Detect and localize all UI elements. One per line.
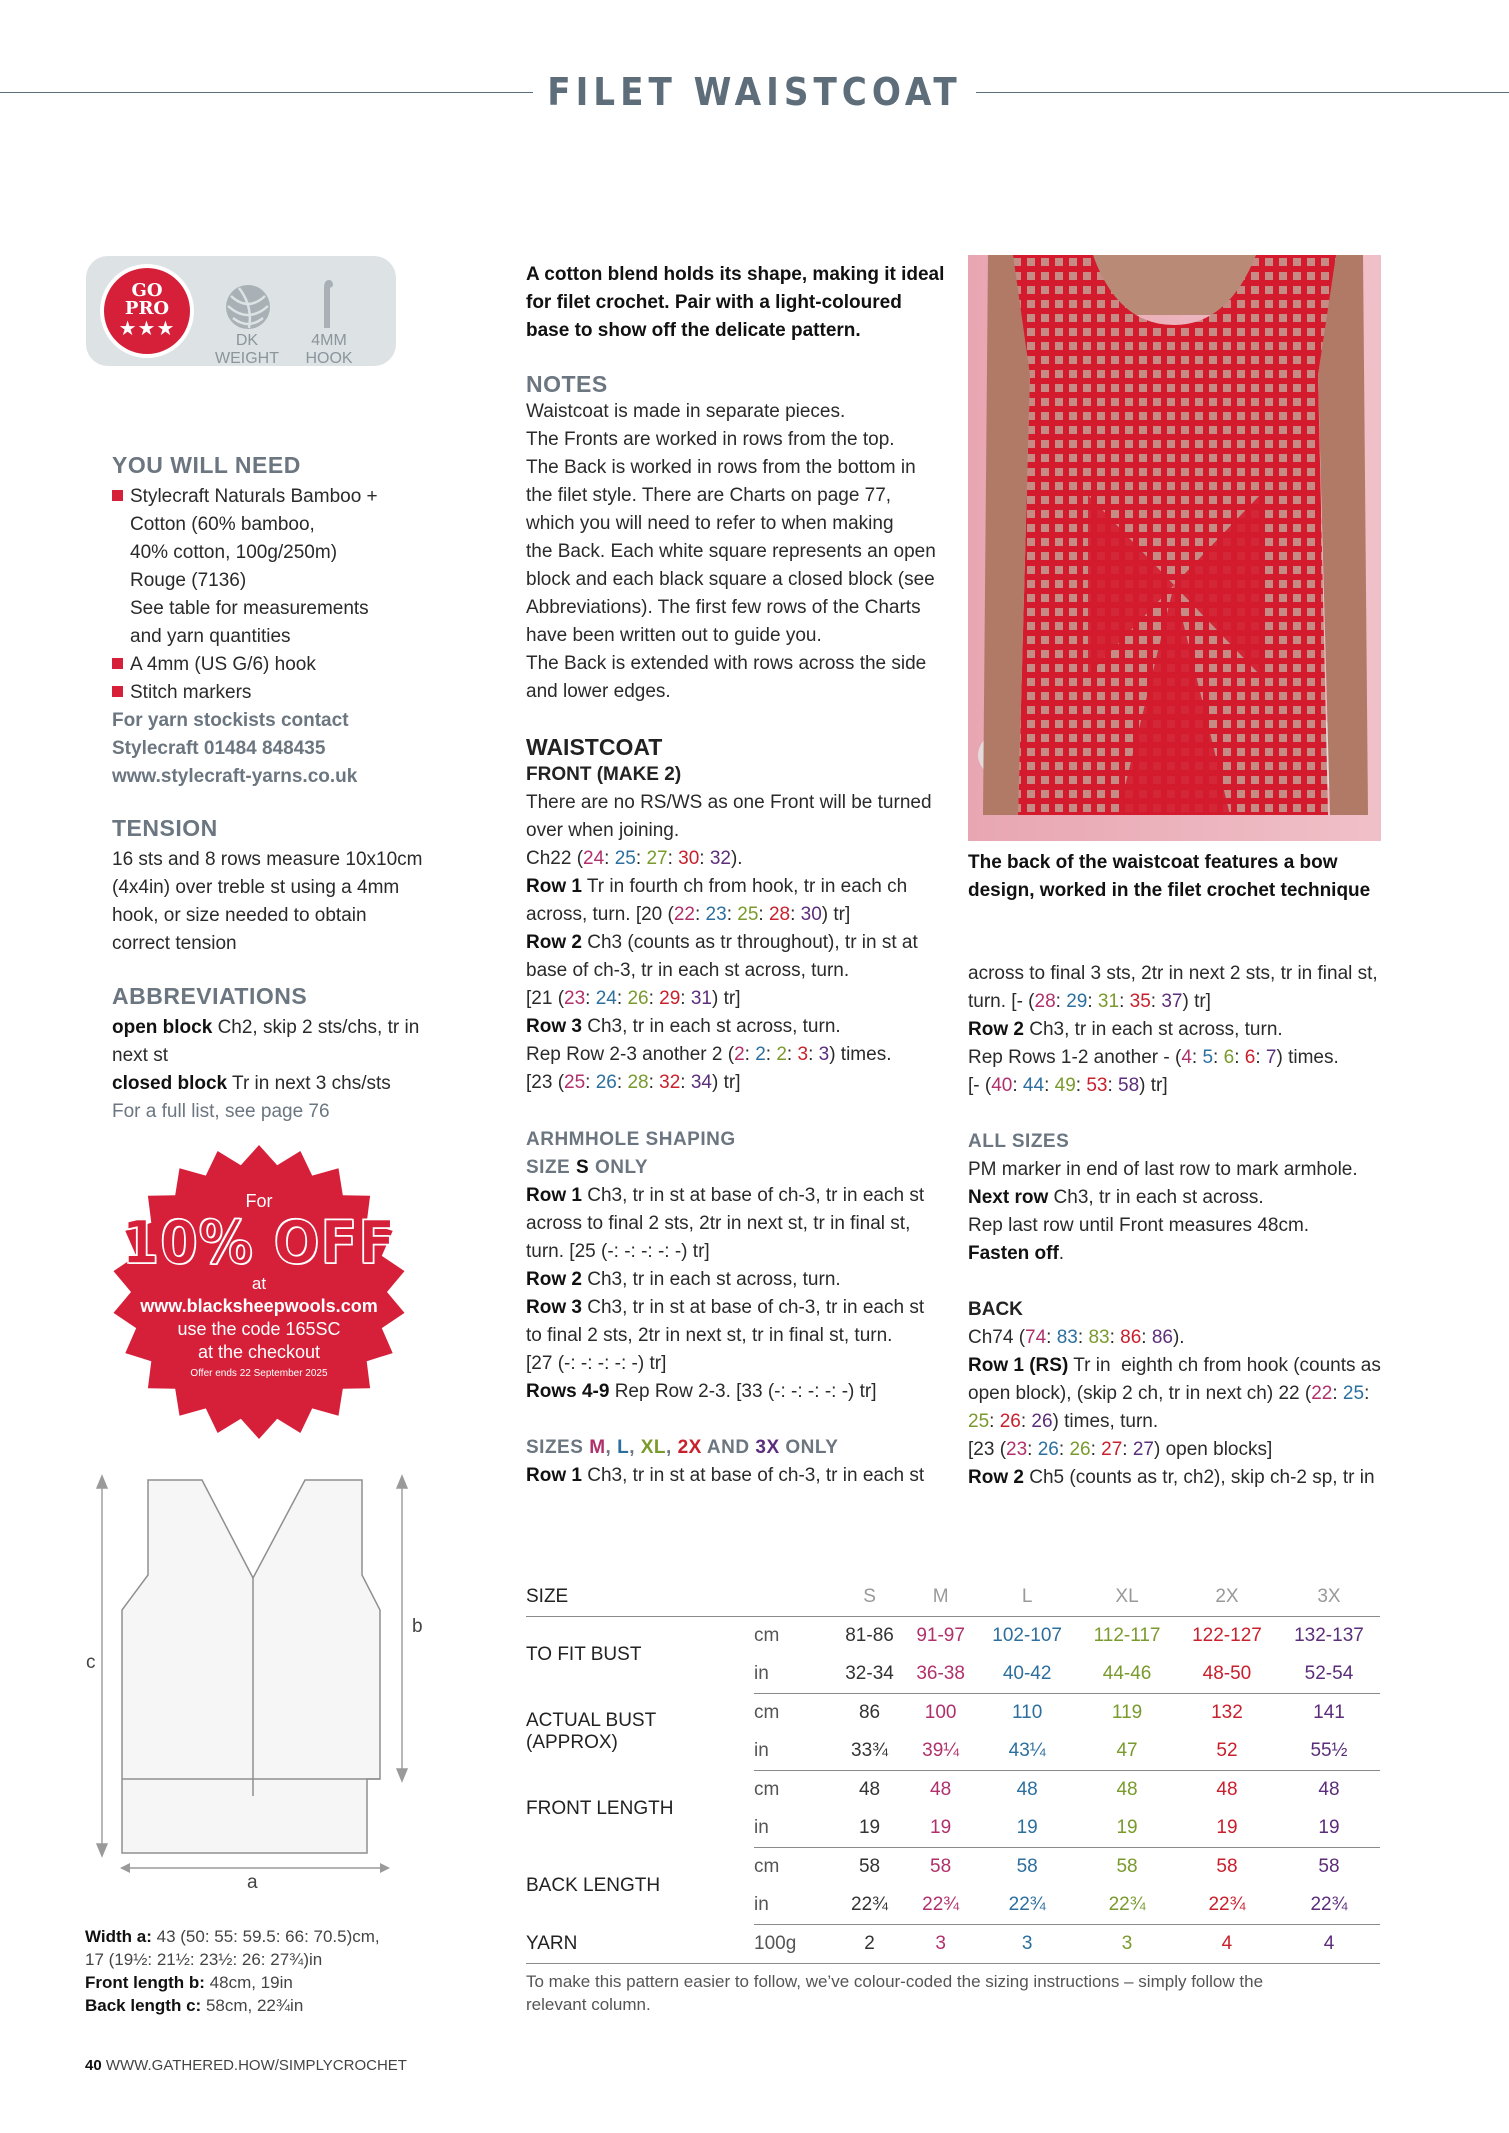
badge-line1: GO — [131, 280, 163, 301]
waistcoat-diagram — [80, 1470, 440, 1870]
promo-site[interactable]: www.blacksheepwools.com — [140, 1296, 378, 1316]
size-table — [526, 1578, 1380, 1964]
notes-heading: NOTES — [526, 371, 608, 397]
waistcoat-section — [526, 734, 966, 1097]
sizes-row1-cont: across to final 3 sts, 2tr in next 2 sts, tr in final st, — [968, 963, 1378, 984]
size-header-label: SIZE — [526, 1578, 754, 1617]
you-will-need-section — [112, 452, 452, 791]
caption-line: The back of the waistcoat features a bow — [968, 852, 1338, 873]
front-row1: Row 1 Tr in fourth ch from hook, tr in each ch — [526, 876, 908, 897]
star-rating: ★★★ — [118, 318, 176, 340]
need-item: A 4mm (US G/6) hook — [112, 651, 452, 679]
page-title: FILET WAISTCOAT — [0, 70, 1509, 114]
abbreviations-heading: ABBREVIATIONS — [112, 983, 308, 1009]
need-item-cont: Rouge (7136) — [130, 570, 247, 591]
armhole-heading: ARHMHOLE SHAPING — [526, 1129, 736, 1150]
need-item: Stitch markers — [112, 679, 452, 707]
stockist-line: For yarn stockists contact — [112, 710, 349, 731]
front-line: over when joining. — [526, 820, 680, 841]
sizes-rep: Rep Rows 1-2 another - (4: 5: 6: 6: 7) times. — [968, 1047, 1339, 1068]
front-chain: Ch22 (24: 25: 27: 30: 32). — [526, 848, 743, 869]
tension-line: (4x4in) over treble st using a 4mm — [112, 877, 400, 898]
all-sizes-line: PM marker in end of last row to mark armhole. — [968, 1159, 1358, 1180]
table-row: in 19 19 19 19 19 19 — [526, 1809, 1380, 1848]
notes-section — [526, 371, 966, 706]
sizes-row2: Row 2 Ch3, tr in each st across, turn. — [968, 1019, 1283, 1040]
all-sizes-next: Next row Ch3, tr in each st across. — [968, 1187, 1264, 1208]
promo-ends: Offer ends 22 September 2025 — [190, 1368, 328, 1379]
arm-row3: Row 3 Ch3, tr in st at base of ch-3, tr in each st — [526, 1297, 925, 1318]
arm-row3-cont: to final 2 sts, 2tr in next st, tr in final st, turn. — [526, 1325, 893, 1346]
difficulty-badge — [86, 256, 396, 366]
notes-line: have been written out to guide you. — [526, 625, 822, 646]
row-label: ACTUAL BUST (APPROX) — [526, 1710, 657, 1753]
table-row: in 22¾ 22¾ 22¾ 22¾ 22¾ 22¾ — [526, 1886, 1380, 1925]
notes-line: block and each black square a closed block (see — [526, 569, 935, 590]
back-row1-cont: open block), (skip 2 ch, tr in next ch) 22 (22: 25: — [968, 1383, 1370, 1404]
arm-row3-count: [27 (-: -: -: -: -) tr] — [526, 1353, 667, 1374]
front-rep-count: [23 (25: 26: 28: 32: 34) tr] — [526, 1072, 741, 1093]
waistcoat-heading: WAISTCOAT — [526, 734, 663, 760]
diagram-label-a: a — [247, 1872, 258, 1893]
table-row: in 33¾ 39¼ 43¼ 47 52 55½ — [526, 1732, 1380, 1771]
tension-line: hook, or size needed to obtain — [112, 905, 367, 926]
footer: 40 WWW.GATHERED.HOW/SIMPLYCROCHET — [85, 2057, 407, 2074]
abbr-open-cont: next st — [112, 1045, 168, 1066]
table-row: ACTUAL BUST (APPROX) cm 86 100 110 119 132 141 — [526, 1694, 1380, 1733]
promo-text — [112, 1190, 406, 1384]
abbreviations-section — [112, 983, 452, 1126]
table-row: TO FIT BUST cm 81-86 91-97 102-107 112-117 122-127 132-137 — [526, 1617, 1380, 1656]
row-label: BACK LENGTH — [526, 1875, 661, 1896]
yarn-ball-icon — [223, 282, 273, 332]
front-heading: FRONT (MAKE 2) — [526, 764, 682, 785]
back-row2: Row 2 Ch5 (counts as tr, ch2), skip ch-2 sp, tr in — [968, 1467, 1375, 1488]
notes-line: The Back is worked in rows from the bottom in — [526, 457, 916, 478]
back-chain: Ch74 (74: 83: 83: 86: 86). — [968, 1327, 1185, 1348]
size-col-s: S — [834, 1578, 905, 1617]
arm-rows4-9: Rows 4-9 Rep Row 2-3. [33 (-: -: -: -: -) tr] — [526, 1381, 877, 1402]
table-row: FRONT LENGTH cm 48 48 48 48 48 48 — [526, 1771, 1380, 1810]
notes-line: Abbreviations). The first few rows of the Charts — [526, 597, 921, 618]
caption-line: design, worked in the filet crochet technique — [968, 880, 1371, 901]
intro-line: base to show off the delicate pattern. — [526, 320, 861, 341]
measurements — [85, 1925, 425, 2017]
sizes-row1-count: turn. [- (28: 29: 31: 35: 37) tr] — [968, 991, 1211, 1012]
front-row2-count: [21 (23: 24: 26: 29: 31) tr] — [526, 988, 741, 1009]
front-line: There are no RS/WS as one Front will be turned — [526, 792, 932, 813]
notes-line: and lower edges. — [526, 681, 671, 702]
sizes-rep-count: [- (40: 44: 49: 53: 58) tr] — [968, 1075, 1168, 1096]
diagram-label-c: c — [86, 1652, 96, 1673]
waistcoat-photo — [968, 255, 1381, 841]
front-row3: Row 3 Ch3, tr in each st across, turn. — [526, 1016, 841, 1037]
back-measure: Back length c: 58cm, 22¾in — [85, 1996, 304, 2015]
armhole-section — [526, 1126, 966, 1490]
row-label: FRONT LENGTH — [526, 1798, 674, 1819]
need-item-cont: Cotton (60% bamboo, — [130, 514, 315, 535]
table-note — [526, 1970, 1386, 2016]
size-col-3x: 3X — [1278, 1578, 1380, 1617]
all-sizes-heading: ALL SIZES — [968, 1131, 1070, 1152]
need-item: Stylecraft Naturals Bamboo + — [112, 483, 452, 511]
back-heading: BACK — [968, 1299, 1023, 1320]
go-pro-circle — [100, 264, 194, 358]
need-item-cont: See table for measurements — [130, 598, 369, 619]
photo-caption — [968, 849, 1388, 905]
back-row1: Row 1 (RS) Tr in eighth ch from hook (counts as — [968, 1355, 1381, 1376]
table-header-row — [526, 1578, 1380, 1617]
tension-heading: TENSION — [112, 815, 218, 841]
table-note-line: To make this pattern easier to follow, we’ve colour-coded the sizing instructions – simply follow the — [526, 1972, 1264, 1991]
intro — [526, 261, 946, 345]
bullet-square-icon — [112, 686, 123, 697]
row-label: TO FIT BUST — [526, 1644, 642, 1666]
abbr-closed: closed block Tr in next 3 chs/sts — [112, 1073, 391, 1094]
promo-checkout: at the checkout — [197, 1342, 321, 1362]
size-col-xl: XL — [1078, 1578, 1176, 1617]
need-item-cont: 40% cotton, 100g/250m) — [130, 542, 338, 563]
size-col-m: M — [905, 1578, 976, 1617]
abbr-open: open block Ch2, skip 2 sts/chs, tr in — [112, 1017, 420, 1038]
table-row-yarn: YARN 100g 2 3 3 3 4 4 — [526, 1925, 1380, 1964]
front-row1-cont: across, turn. [20 (22: 23: 25: 28: 30) tr] — [526, 904, 851, 925]
table-note-line: relevant column. — [526, 1995, 651, 2014]
front-row2-cont: base of ch-3, tr in each st across, turn. — [526, 960, 850, 981]
front-rep: Rep Row 2-3 another 2 (2: 2: 2: 3: 3) times. — [526, 1044, 892, 1065]
intro-line: for filet crochet. Pair with a light-coloured — [526, 292, 902, 313]
notes-line: Waistcoat is made in separate pieces. — [526, 401, 846, 422]
all-sizes-rep: Rep last row until Front measures 48cm. — [968, 1215, 1310, 1236]
sizes-row1: Row 1 Ch3, tr in st at base of ch-3, tr in each st — [526, 1465, 925, 1486]
bullet-square-icon — [112, 658, 123, 669]
fasten-off: Fasten off. — [968, 1243, 1065, 1264]
front-measure: Front length b: 48cm, 19in — [85, 1973, 293, 1992]
yarn-label: YARN — [526, 1925, 754, 1964]
front-row2: Row 2 Ch3 (counts as tr throughout), tr in st at — [526, 932, 918, 953]
promo-for: For — [245, 1191, 273, 1211]
back-row1-count: [23 (23: 26: 26: 27: 27) open blocks] — [968, 1439, 1273, 1460]
notes-line: The Back is extended with rows across the side — [526, 653, 927, 674]
size-s-heading: SIZE S ONLY — [526, 1157, 649, 1178]
arm-row1: Row 1 Ch3, tr in st at base of ch-3, tr in each st — [526, 1185, 925, 1206]
notes-line: which you will need to refer to when making — [526, 513, 894, 534]
promo-code: use the code 165SC — [177, 1319, 341, 1339]
width-measure: Width a: 43 (50: 55: 59.5: 66: 70.5)cm, — [85, 1927, 380, 1946]
table-row: in 32-34 36-38 40-42 44-46 48-50 52-54 — [526, 1655, 1380, 1694]
table-row: BACK LENGTH cm 58 58 58 58 58 58 — [526, 1848, 1380, 1887]
hook-size-label: 4MM HOOK — [305, 332, 353, 367]
diagram-label-b: b — [412, 1616, 423, 1637]
notes-line: the filet style. There are Charts on page 77, — [526, 485, 892, 506]
notes-line: the Back. Each white square represents an open — [526, 541, 936, 562]
arm-row1-count: turn. [25 (-: -: -: -: -) tr] — [526, 1241, 710, 1262]
size-col-l: L — [976, 1578, 1078, 1617]
promo-at: at — [251, 1274, 267, 1293]
tension-line: 16 sts and 8 rows measure 10x10cm — [112, 849, 423, 870]
need-item-cont: and yarn quantities — [130, 626, 291, 647]
arm-row1-cont: across to final 2 sts, 2tr in next st, tr in final st, — [526, 1213, 911, 1234]
crochet-hook-icon — [316, 278, 340, 330]
tension-line: correct tension — [112, 933, 237, 954]
stockist-url[interactable]: www.stylecraft-yarns.co.uk — [112, 766, 358, 787]
arm-row2: Row 2 Ch3, tr in each st across, turn. — [526, 1269, 841, 1290]
width-measure-in: 17 (19½: 21½: 23½: 26: 27¾)in — [85, 1950, 323, 1969]
bullet-square-icon — [112, 490, 123, 501]
tension-section — [112, 815, 452, 958]
sizes-m-3x-heading: SIZES M, L, XL, 2X AND 3X ONLY — [526, 1437, 839, 1458]
notes-line: The Fronts are worked in rows from the top. — [526, 429, 895, 450]
full-list-ref: For a full list, see page 76 — [112, 1101, 330, 1122]
dk-weight-label: DK WEIGHT — [215, 332, 279, 367]
size-col-2x: 2X — [1176, 1578, 1278, 1617]
badge-line2: PRO — [124, 298, 170, 319]
you-will-need-heading: YOU WILL NEED — [112, 452, 301, 478]
right-front-cont — [968, 960, 1388, 1492]
intro-line: A cotton blend holds its shape, making it ideal — [526, 264, 945, 285]
promo-offer: 10% OFF — [121, 1208, 397, 1278]
back-row1-cont2: 25: 26: 26) times, turn. — [968, 1411, 1159, 1432]
stockist-phone: Stylecraft 01484 848435 — [112, 738, 326, 759]
